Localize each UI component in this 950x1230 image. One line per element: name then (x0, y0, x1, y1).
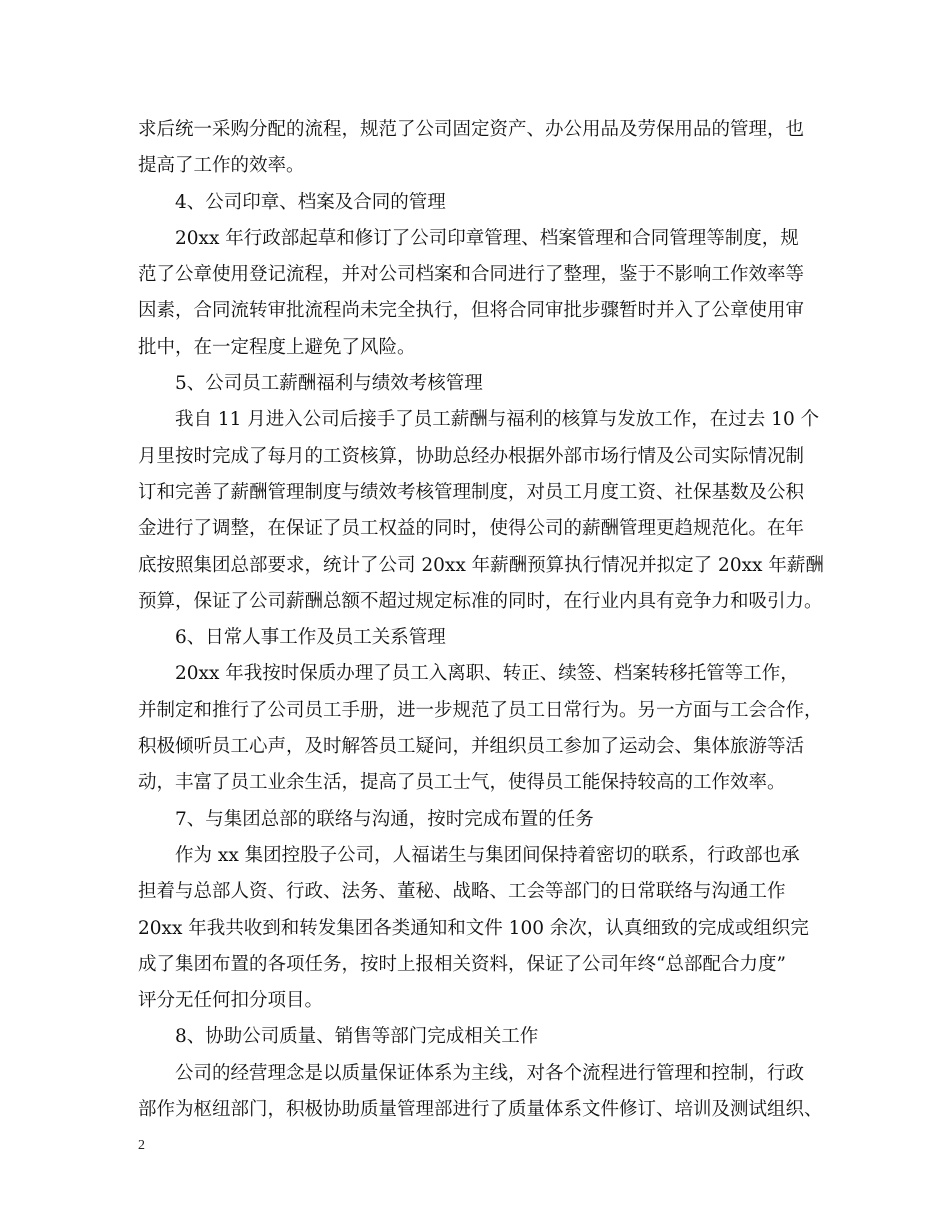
text-line: 并制定和推行了公司员工手册，进一步规范了员工日常行为。另一方面与工会合作， (138, 699, 823, 721)
text-line: 20xx 年我共收到和转发集团各类通知和文件 100 余次，认真细致的完成或组织完 (138, 917, 809, 939)
text-line: 5、公司员工薪酬福利与绩效考核管理 (175, 373, 483, 395)
text-line: 订和完善了薪酬管理制度与绩效考核管理制度，对员工月度工资、社保基数及公积 (138, 481, 805, 503)
text-line: 20xx 年行政部起草和修订了公司印章管理、档案管理和合同管理等制度，规 (175, 227, 799, 249)
text-line: 6、日常人事工作及员工关系管理 (175, 627, 446, 649)
page-number: 2 (138, 1138, 145, 1153)
text-line: 提高了工作的效率。 (138, 155, 305, 177)
text-line: 评分无任何扣分项目。 (138, 990, 324, 1012)
text-line: 4、公司印章、档案及合同的管理 (175, 191, 446, 213)
text-line: 底按照集团总部要求，统计了公司 20xx 年薪酬预算执行情况并拟定了 20xx 年薪酬 (138, 554, 824, 576)
text-line: 担着与总部人资、行政、法务、董秘、战略、工会等部门的日常联络与沟通工作 (138, 881, 786, 903)
text-line: 成了集团布置的各项任务，按时上报相关资料，保证了公司年终“总部配合力度” (138, 953, 786, 975)
text-line: 积极倾听员工心声，及时解答员工疑问，并组织员工参加了运动会、集体旅游等活 (138, 736, 805, 758)
text-line: 作为 xx 集团控股子公司，人福诺生与集团间保持着密切的联系，行政部也承 (175, 844, 800, 866)
text-line: 金进行了调整，在保证了员工权益的同时，使得公司的薪酬管理更趋规范化。在年 (138, 518, 805, 540)
text-line: 我自 11 月进入公司后接手了员工薪酬与福利的核算与发放工作，在过去 10 个 (175, 409, 820, 431)
text-line: 8、协助公司质量、销售等部门完成相关工作 (175, 1026, 539, 1048)
text-line: 批中，在一定程度上避免了风险。 (138, 336, 416, 358)
text-line: 求后统一采购分配的流程，规范了公司固定资产、办公用品及劳保用品的管理，也 (138, 119, 805, 140)
text-line: 动，丰富了员工业余生活，提高了员工士气，使得员工能保持较高的工作效率。 (138, 772, 786, 794)
text-line: 公司的经营理念是以质量保证体系为主线，对各个流程进行管理和控制，行政 (175, 1062, 805, 1084)
text-line: 7、与集团总部的联络与沟通，按时完成布置的任务 (175, 808, 594, 830)
text-line: 20xx 年我按时保质办理了员工入离职、转正、续签、档案转移托管等工作， (175, 663, 799, 685)
document-body (138, 112, 828, 1128)
text-line: 范了公章使用登记流程，并对公司档案和合同进行了整理，鉴于不影响工作效率等 (138, 264, 805, 286)
text-line: 预算，保证了公司薪酬总额不超过规定标准的同时，在行业内具有竞争力和吸引力。 (138, 590, 823, 612)
text-line: 部作为枢纽部门，积极协助质量管理部进行了质量体系文件修订、培训及测试组织、 (138, 1099, 823, 1121)
text-line: 因素，合同流转审批流程尚未完全执行，但将合同审批步骤暂时并入了公章使用审 (138, 300, 805, 322)
text-line: 月里按时完成了每月的工资核算，协助总经办根据外部市场行情及公司实际情况制 (138, 445, 805, 467)
